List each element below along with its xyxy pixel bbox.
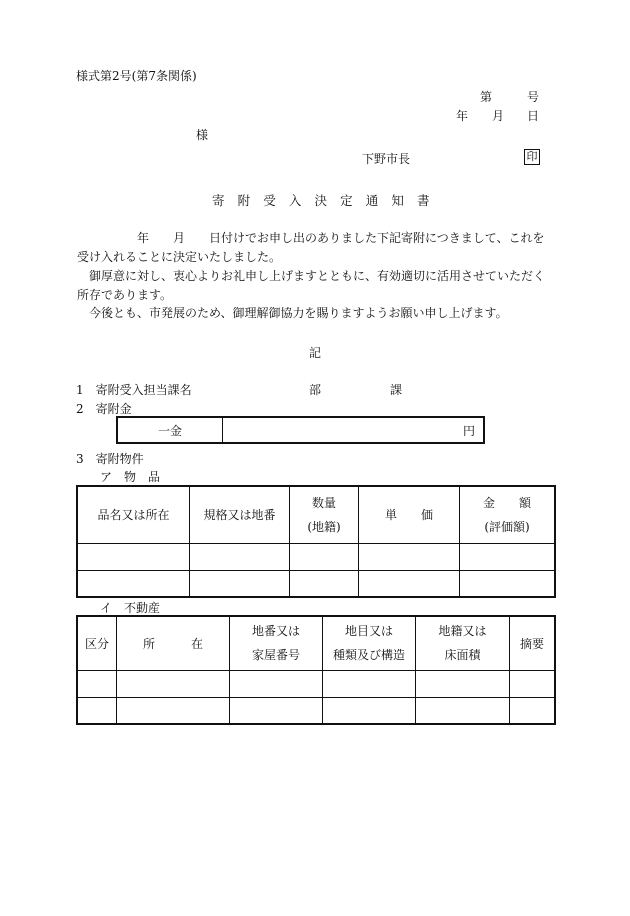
body-paragraph-1: 年 月 日付けでお申し出のありました下記寄附につきまして、これを受け入れることに決定いたしました。 [77, 231, 545, 264]
table-cell [323, 670, 416, 697]
table-cell [190, 543, 290, 570]
item1-bu: 部 [309, 383, 322, 397]
table-cell [77, 697, 117, 724]
realestate-header-landtype: 地目又は 種類及び構造 [323, 616, 416, 670]
realestate-header-lotnumber: 地番又は 家屋番号 [230, 616, 323, 670]
date-month: 月 [492, 109, 505, 123]
goods-header-row [77, 486, 555, 543]
yen-unit: 円 [462, 423, 475, 438]
ki-heading: 記 [309, 346, 322, 360]
amount-label: 一金 [117, 417, 223, 443]
goods-header-quantity: 数量 (地籍) [290, 486, 359, 543]
realestate-table [76, 615, 556, 725]
item2-label: 2 寄附金 [76, 402, 132, 416]
donation-amount-box [116, 416, 485, 444]
table-cell [77, 570, 190, 597]
table-row [77, 543, 555, 570]
realestate-header-area: 地籍又は 床面積 [416, 616, 510, 670]
item1-ka: 課 [390, 383, 403, 397]
table-cell [290, 543, 359, 570]
table-cell [460, 570, 556, 597]
goods-header-spec: 規格又は地番 [190, 486, 290, 543]
table-row [77, 570, 555, 597]
goods-table [76, 485, 556, 598]
date-year: 年 [456, 109, 469, 123]
table-cell [77, 670, 117, 697]
table-cell [117, 697, 230, 724]
document-title: 寄附受入決定通知書 [212, 193, 443, 208]
realestate-header-location: 所 在 [117, 616, 230, 670]
table-cell [359, 570, 460, 597]
table-cell [117, 670, 230, 697]
goods-header-name: 品名又は所在 [77, 486, 190, 543]
realestate-header-category: 区分 [77, 616, 117, 670]
goods-heading: ア 物 品 [100, 470, 161, 484]
table-cell [510, 670, 556, 697]
realestate-header-row [77, 616, 555, 670]
table-cell [323, 697, 416, 724]
table-cell [416, 697, 510, 724]
number-prefix: 第 [480, 90, 493, 104]
table-row [77, 670, 555, 697]
form-label: 様式第2号(第7条関係) [76, 69, 197, 83]
goods-header-unitprice: 単 価 [359, 486, 460, 543]
table-cell [230, 697, 323, 724]
table-cell [460, 543, 556, 570]
table-cell [416, 670, 510, 697]
table-cell [290, 570, 359, 597]
realestate-header-remarks: 摘要 [510, 616, 556, 670]
table-cell [77, 543, 190, 570]
amount-field [223, 417, 485, 443]
body-paragraph-3: 今後とも、市発展のため、御理解御協力を賜りますようお願い申し上げます。 [77, 306, 508, 320]
table-cell [230, 670, 323, 697]
body-paragraph-2: 御厚意に対し、衷心よりお礼申し上げますとともに、有効適切に活用させていただく所存であります。 [77, 269, 546, 302]
item3-label: 3 寄附物件 [76, 452, 144, 466]
number-suffix: 号 [527, 90, 540, 104]
table-cell [359, 543, 460, 570]
realestate-heading: イ 不動産 [100, 601, 161, 615]
item1-label: 1 寄附受入担当課名 [76, 383, 192, 397]
goods-header-amount: 金 額 (評価額) [460, 486, 556, 543]
table-cell [510, 697, 556, 724]
table-cell [190, 570, 290, 597]
sender-name: 下野市長 [362, 152, 411, 166]
date-day: 日 [527, 109, 540, 123]
seal-mark: 印 [524, 149, 540, 165]
table-row [77, 697, 555, 724]
addressee-suffix: 様 [196, 128, 209, 142]
